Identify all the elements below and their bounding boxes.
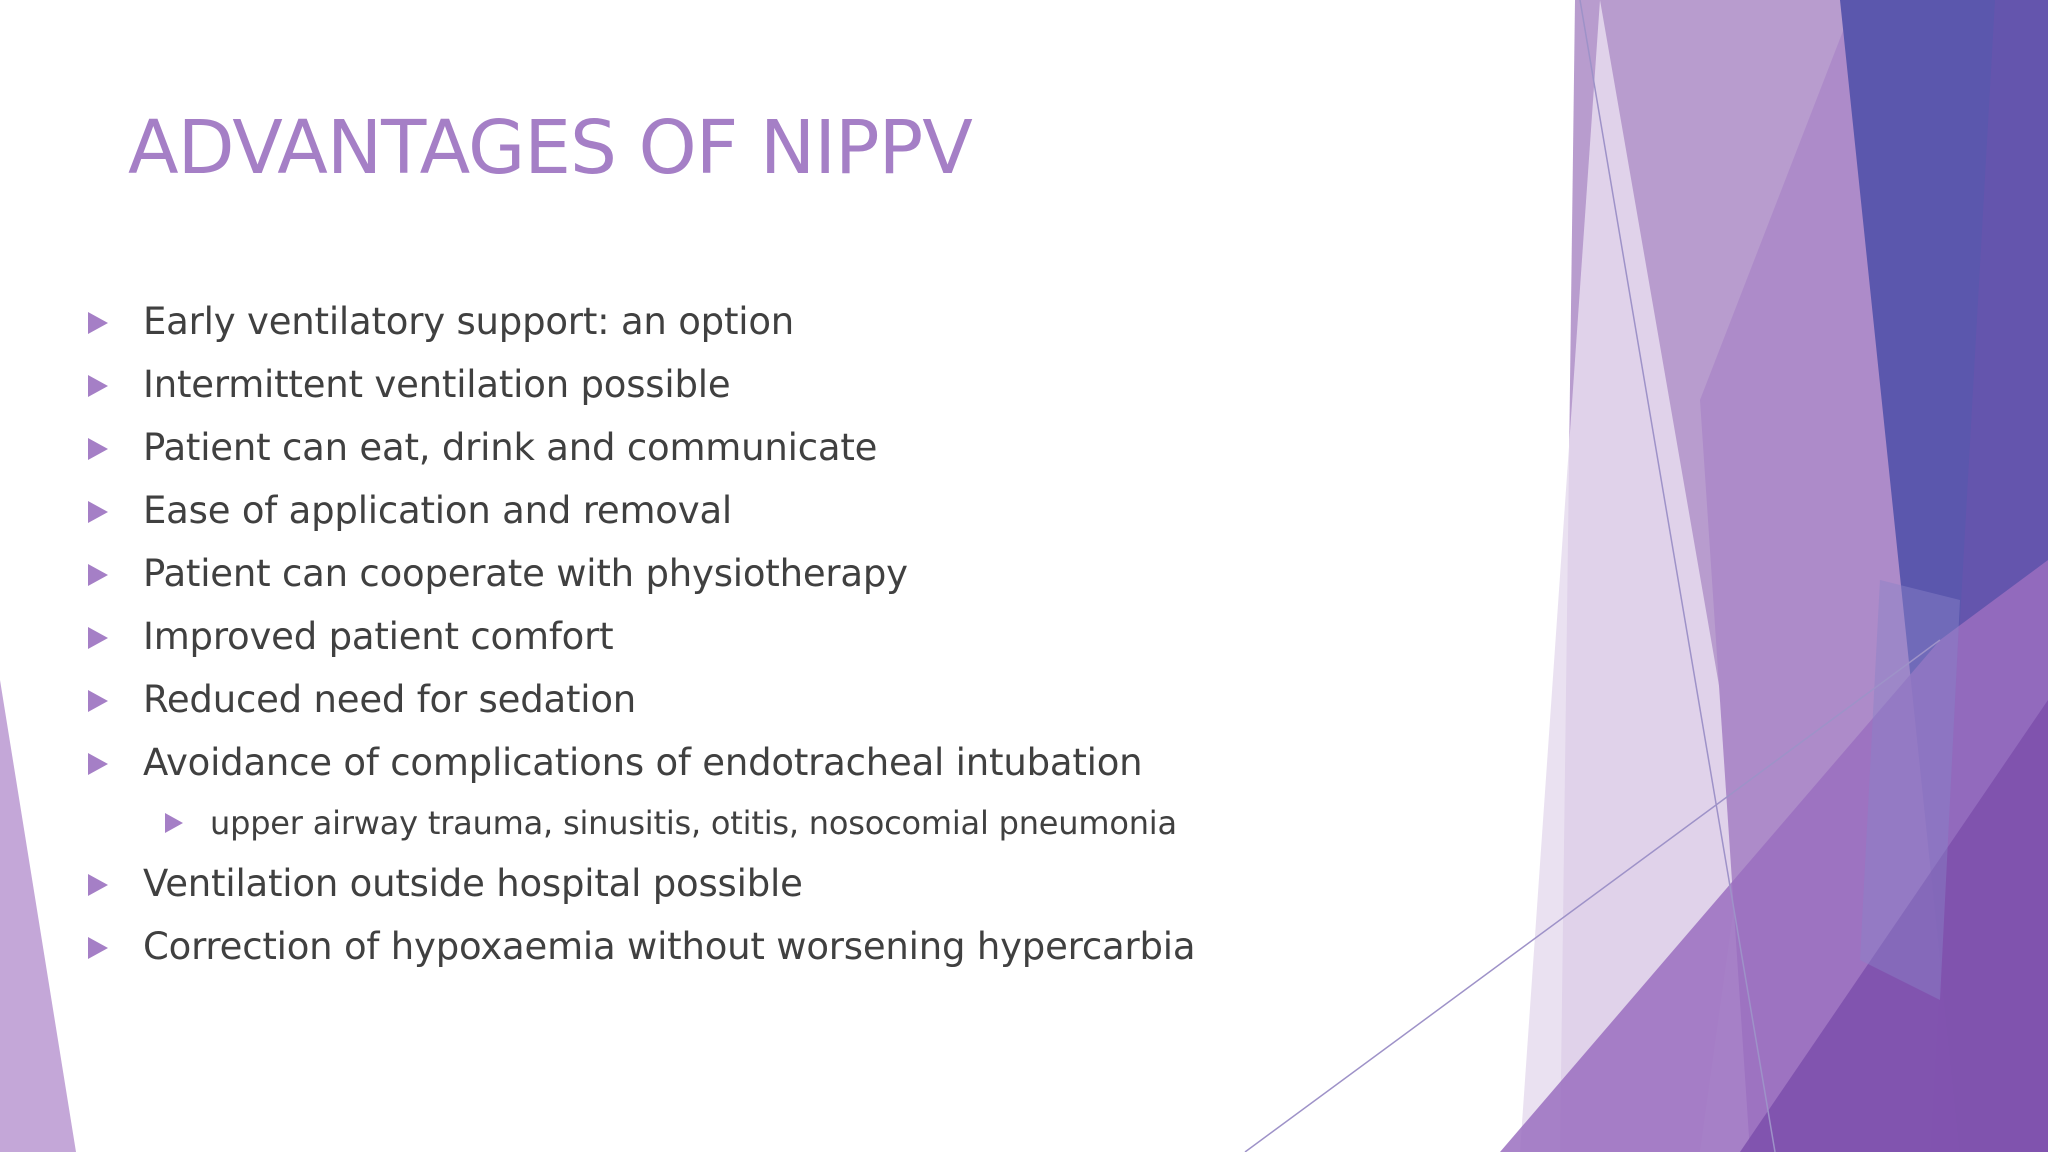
triangle-right-icon: [88, 753, 108, 775]
bullet-text: Ventilation outside hospital possible: [143, 862, 803, 905]
bullet-text: Reduced need for sedation: [143, 678, 637, 721]
triangle-right-icon: [88, 874, 108, 896]
slide-title: ADVANTAGES OF NIPPV: [128, 105, 972, 191]
triangle-right-icon: [88, 690, 108, 712]
bullet-text: Ease of application and removal: [143, 489, 732, 532]
triangle-right-icon: [88, 501, 108, 523]
triangle-right-icon: [88, 564, 108, 586]
bullet-text: Correction of hypoxaemia without worsening hypercarbia: [143, 925, 1196, 968]
triangle-right-icon: [165, 813, 183, 833]
triangle-right-icon: [88, 937, 108, 959]
bullet-text: Intermittent ventilation possible: [143, 363, 731, 406]
bullet-text: Improved patient comfort: [143, 615, 614, 658]
bullet-text: Patient can cooperate with physiotherapy: [143, 552, 908, 595]
triangle-right-icon: [88, 438, 108, 460]
triangle-right-icon: [88, 375, 108, 397]
bullet-text: Patient can eat, drink and communicate: [143, 426, 878, 469]
bullet-text: Avoidance of complications of endotracheal intubation: [143, 741, 1143, 784]
bullet-text: Early ventilatory support: an option: [143, 300, 795, 343]
triangle-right-icon: [88, 312, 108, 334]
triangle-right-icon: [88, 627, 108, 649]
sub-bullet-text: upper airway trauma, sinusitis, otitis, nosocomial pneumonia: [210, 804, 1177, 842]
